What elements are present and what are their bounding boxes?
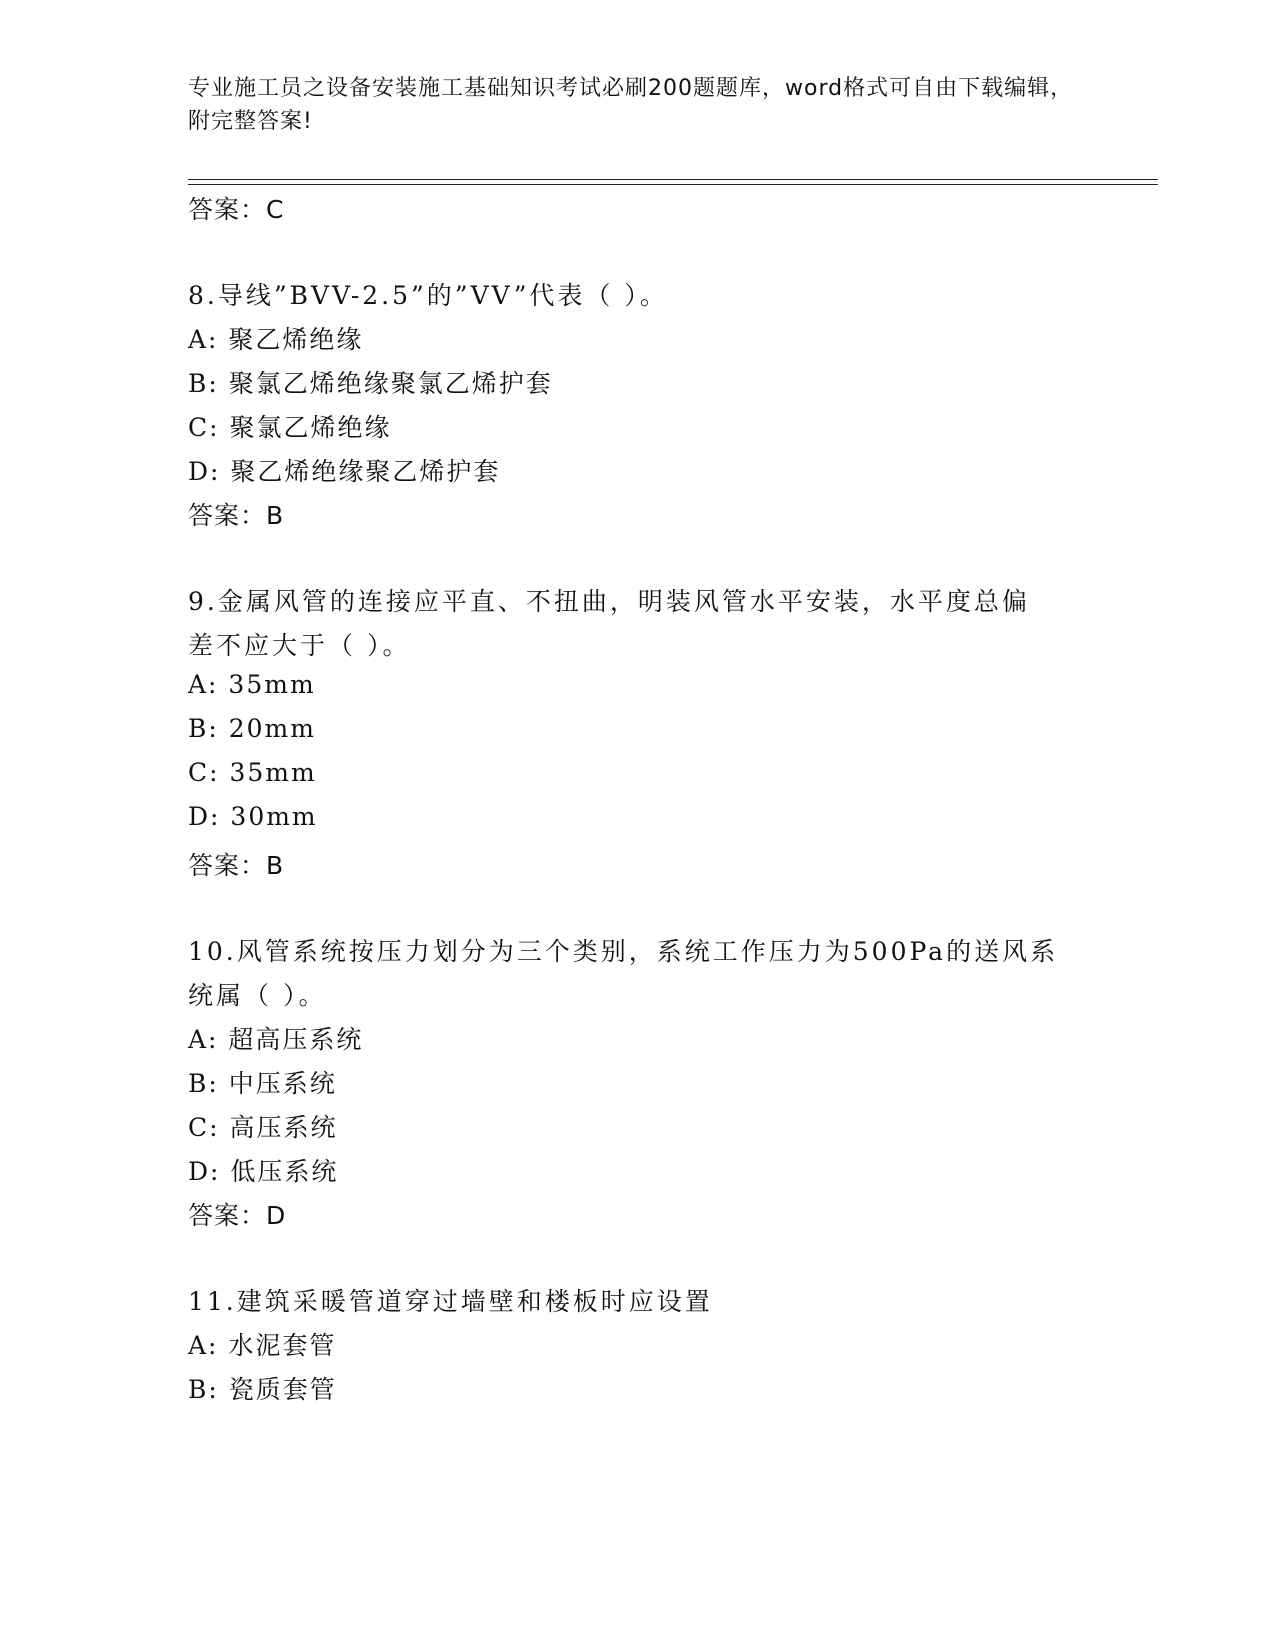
question-11-option-a: A: 水泥套管 xyxy=(188,1331,337,1360)
question-9-option-b: B: 20mm xyxy=(188,714,316,743)
question-8-text: 8.导线”BVV-2.5”的”VV”代表（ ）。 xyxy=(188,281,668,310)
question-10-answer: 答案：D xyxy=(188,1201,287,1230)
header-divider-top xyxy=(188,179,1158,180)
question-8-option-b: B: 聚氯乙烯绝缘聚氯乙烯护套 xyxy=(188,369,553,398)
question-10-option-b: B: 中压系统 xyxy=(188,1069,337,1098)
answer-line: 答案：C xyxy=(188,195,285,224)
question-9-option-c: C: 35mm xyxy=(188,758,317,787)
header-divider-bottom xyxy=(188,184,1158,185)
question-10-option-d: D: 低压系统 xyxy=(188,1157,339,1186)
question-9-option-d: D: 30mm xyxy=(188,802,318,831)
document-header-title: 专业施工员之设备安装施工基础知识考试必刷200题题库，word格式可自由下载编辑，附完整答案! xyxy=(188,76,1074,134)
question-9-option-a: A: 35mm xyxy=(188,670,316,699)
question-10-text-line-2: 统属（ ）。 xyxy=(188,981,327,1010)
question-11-option-b: B: 瓷质套管 xyxy=(188,1375,337,1404)
question-9-answer: 答案：B xyxy=(188,851,285,880)
question-8-option-d: D: 聚乙烯绝缘聚乙烯护套 xyxy=(188,457,501,486)
question-8-answer: 答案：B xyxy=(188,501,285,530)
question-10-option-a: A: 超高压系统 xyxy=(188,1025,364,1054)
question-8-option-a: A: 聚乙烯绝缘 xyxy=(188,325,364,354)
question-8-option-c: C: 聚氯乙烯绝缘 xyxy=(188,413,392,442)
question-9-text-line-1: 9.金属风管的连接应平直、不扭曲，明装风管水平安装，水平度总偏 xyxy=(188,587,1030,616)
question-9-text-line-2: 差不应大于（ ）。 xyxy=(188,631,411,660)
question-11-text: 11.建筑采暖管道穿过墙壁和楼板时应设置 xyxy=(188,1287,713,1316)
question-10-option-c: C: 高压系统 xyxy=(188,1113,338,1142)
question-10-text-line-1: 10.风管系统按压力划分为三个类别，系统工作压力为500Pa的送风系 xyxy=(188,937,1059,966)
